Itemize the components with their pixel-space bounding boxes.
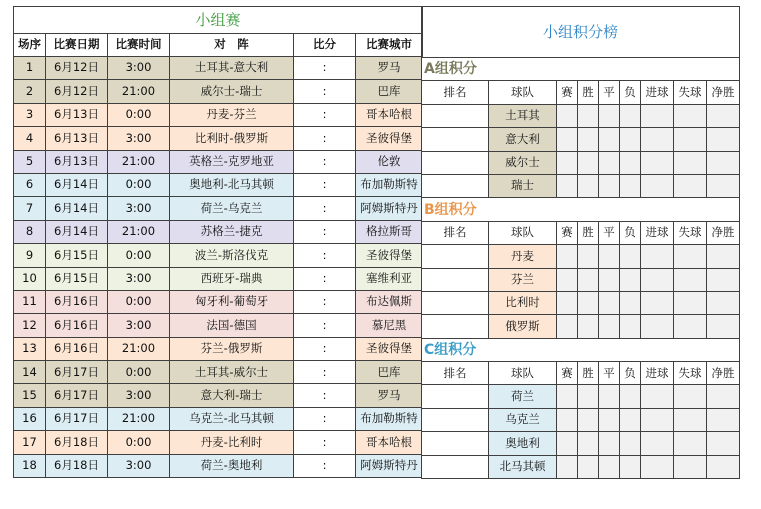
standings-header-row: [422, 221, 740, 244]
stat-cell[interactable]: [620, 385, 641, 408]
stat-cell[interactable]: [641, 128, 674, 151]
team-row: [422, 408, 740, 431]
stat-cell[interactable]: [620, 315, 641, 338]
standings-title: 小组积分榜: [422, 7, 740, 58]
team-name: 威尔士: [489, 151, 557, 174]
date-cell: 6月17日: [46, 384, 108, 407]
header-match: 对 阵: [170, 34, 294, 57]
stat-cell[interactable]: [557, 104, 578, 127]
stat-cell[interactable]: [599, 151, 620, 174]
team-row: [422, 104, 740, 127]
team-row: [422, 432, 740, 455]
match-row: [14, 267, 423, 290]
schedule-header-row: [14, 34, 423, 57]
stat-cell[interactable]: [557, 174, 578, 197]
stat-cell[interactable]: [557, 151, 578, 174]
standings-header-cell: 净胜: [707, 221, 740, 244]
match-no-cell: 17: [14, 431, 46, 454]
stat-cell[interactable]: [578, 432, 599, 455]
rank-cell[interactable]: [422, 104, 489, 127]
match-no-cell: 4: [14, 127, 46, 150]
rank-cell[interactable]: [422, 268, 489, 291]
match-cell: 威尔士-瑞士: [170, 80, 294, 103]
standings-header-cell: 排名: [422, 221, 489, 244]
city-cell: 圣彼得堡: [356, 127, 423, 150]
match-cell: 土耳其-意大利: [170, 57, 294, 80]
stat-cell[interactable]: [707, 432, 740, 455]
stat-cell[interactable]: [599, 268, 620, 291]
standings-header-cell: 排名: [422, 81, 489, 104]
team-name: 土耳其: [489, 104, 557, 127]
city-cell: 伦敦: [356, 150, 423, 173]
rank-cell[interactable]: [422, 432, 489, 455]
stat-cell[interactable]: [557, 268, 578, 291]
match-cell: 土耳其-威尔士: [170, 361, 294, 384]
match-no-cell: 6: [14, 173, 46, 196]
team-name: 奥地利: [489, 432, 557, 455]
time-cell: 21:00: [108, 150, 170, 173]
stat-cell[interactable]: [641, 104, 674, 127]
header-match-no: 场序: [14, 34, 46, 57]
time-cell: 0:00: [108, 173, 170, 196]
standings-header-cell: 胜: [578, 81, 599, 104]
header-date: 比赛日期: [46, 34, 108, 57]
match-cell: 丹麦-芬兰: [170, 103, 294, 126]
match-no-cell: 14: [14, 361, 46, 384]
stat-cell[interactable]: [641, 245, 674, 268]
city-cell: 塞维利亚: [356, 267, 423, 290]
team-name: 俄罗斯: [489, 315, 557, 338]
match-cell: 西班牙-瑞典: [170, 267, 294, 290]
team-name: 芬兰: [489, 268, 557, 291]
standings-header-cell: 进球: [641, 81, 674, 104]
time-cell: 3:00: [108, 57, 170, 80]
team-name: 北马其顿: [489, 455, 557, 478]
match-no-cell: 11: [14, 290, 46, 313]
stat-cell[interactable]: [641, 291, 674, 314]
team-name: 意大利: [489, 128, 557, 151]
team-row: [422, 455, 740, 478]
team-name: 乌克兰: [489, 408, 557, 431]
city-cell: 哥本哈根: [356, 431, 423, 454]
stat-cell[interactable]: [599, 315, 620, 338]
city-cell: 阿姆斯特丹: [356, 197, 423, 220]
standings-header-cell: 胜: [578, 221, 599, 244]
standings-header-cell: 球队: [489, 221, 557, 244]
stat-cell[interactable]: [578, 128, 599, 151]
stat-cell[interactable]: [578, 245, 599, 268]
stat-cell[interactable]: [641, 151, 674, 174]
standings-header-row: [422, 81, 740, 104]
score-cell[interactable]: :: [294, 57, 356, 80]
team-row: [422, 385, 740, 408]
match-cell: 法国-德国: [170, 314, 294, 337]
match-no-cell: 8: [14, 220, 46, 243]
group-label: A组积分: [422, 58, 740, 81]
date-cell: 6月18日: [46, 431, 108, 454]
stat-cell[interactable]: [557, 291, 578, 314]
stat-cell[interactable]: [620, 151, 641, 174]
match-no-cell: 5: [14, 150, 46, 173]
city-cell: 圣彼得堡: [356, 337, 423, 360]
match-cell: 奥地利-北马其顿: [170, 173, 294, 196]
city-cell: 慕尼黑: [356, 314, 423, 337]
match-cell: 苏格兰-捷克: [170, 220, 294, 243]
rank-cell[interactable]: [422, 151, 489, 174]
team-row: [422, 245, 740, 268]
stat-cell[interactable]: [620, 245, 641, 268]
header-city: 比赛城市: [356, 34, 423, 57]
date-cell: 6月14日: [46, 220, 108, 243]
standings-header-cell: 赛: [557, 81, 578, 104]
stat-cell[interactable]: [620, 104, 641, 127]
team-row: [422, 291, 740, 314]
match-row: [14, 290, 423, 313]
stat-cell[interactable]: [641, 408, 674, 431]
time-cell: 0:00: [108, 244, 170, 267]
city-cell: 哥本哈根: [356, 103, 423, 126]
score-cell[interactable]: :: [294, 197, 356, 220]
rank-cell[interactable]: [422, 291, 489, 314]
time-cell: 3:00: [108, 454, 170, 477]
date-cell: 6月16日: [46, 314, 108, 337]
time-cell: 0:00: [108, 103, 170, 126]
match-cell: 英格兰-克罗地亚: [170, 150, 294, 173]
match-row: [14, 197, 423, 220]
stat-cell[interactable]: [578, 104, 599, 127]
match-no-cell: 13: [14, 337, 46, 360]
standings-header-cell: 负: [620, 362, 641, 385]
stat-cell[interactable]: [707, 315, 740, 338]
team-row: [422, 315, 740, 338]
stat-cell[interactable]: [707, 104, 740, 127]
match-row: [14, 80, 423, 103]
stat-cell[interactable]: [620, 432, 641, 455]
stat-cell[interactable]: [707, 245, 740, 268]
stat-cell[interactable]: [674, 432, 707, 455]
standings-header-row: [422, 362, 740, 385]
match-no-cell: 9: [14, 244, 46, 267]
date-cell: 6月18日: [46, 454, 108, 477]
match-cell: 比利时-俄罗斯: [170, 127, 294, 150]
stat-cell[interactable]: [557, 408, 578, 431]
city-cell: 巴库: [356, 80, 423, 103]
match-cell: 芬兰-俄罗斯: [170, 337, 294, 360]
stat-cell[interactable]: [599, 385, 620, 408]
stat-cell[interactable]: [707, 291, 740, 314]
team-name: 丹麦: [489, 245, 557, 268]
city-cell: 圣彼得堡: [356, 244, 423, 267]
score-cell[interactable]: :: [294, 127, 356, 150]
standings-header-cell: 负: [620, 81, 641, 104]
group-label-row: [422, 58, 740, 81]
standings-header-cell: 进球: [641, 362, 674, 385]
stat-cell[interactable]: [707, 385, 740, 408]
stat-cell[interactable]: [599, 291, 620, 314]
match-cell: 荷兰-奥地利: [170, 454, 294, 477]
time-cell: 21:00: [108, 80, 170, 103]
stat-cell[interactable]: [707, 455, 740, 478]
score-cell[interactable]: :: [294, 244, 356, 267]
match-no-cell: 10: [14, 267, 46, 290]
group-label: C组积分: [422, 338, 740, 361]
stat-cell[interactable]: [578, 315, 599, 338]
match-row: [14, 150, 423, 173]
date-cell: 6月14日: [46, 173, 108, 196]
city-cell: 格拉斯哥: [356, 220, 423, 243]
stat-cell[interactable]: [674, 151, 707, 174]
match-row: [14, 314, 423, 337]
match-no-cell: 1: [14, 57, 46, 80]
rank-cell[interactable]: [422, 245, 489, 268]
stat-cell[interactable]: [641, 268, 674, 291]
time-cell: 0:00: [108, 290, 170, 313]
match-no-cell: 7: [14, 197, 46, 220]
score-cell[interactable]: :: [294, 220, 356, 243]
stat-cell[interactable]: [674, 315, 707, 338]
match-no-cell: 16: [14, 407, 46, 430]
standings-header-cell: 失球: [674, 362, 707, 385]
rank-cell[interactable]: [422, 174, 489, 197]
stat-cell[interactable]: [578, 151, 599, 174]
stat-cell[interactable]: [557, 245, 578, 268]
match-cell: 匈牙利-葡萄牙: [170, 290, 294, 313]
stat-cell[interactable]: [620, 174, 641, 197]
stat-cell[interactable]: [674, 408, 707, 431]
team-row: [422, 268, 740, 291]
stat-cell[interactable]: [674, 104, 707, 127]
score-cell[interactable]: :: [294, 80, 356, 103]
rank-cell[interactable]: [422, 455, 489, 478]
stat-cell[interactable]: [599, 128, 620, 151]
team-name: 荷兰: [489, 385, 557, 408]
rank-cell[interactable]: [422, 128, 489, 151]
city-cell: 罗马: [356, 57, 423, 80]
match-cell: 意大利-瑞士: [170, 384, 294, 407]
standings-header-cell: 赛: [557, 362, 578, 385]
stat-cell[interactable]: [674, 128, 707, 151]
stat-cell[interactable]: [674, 455, 707, 478]
score-cell[interactable]: :: [294, 267, 356, 290]
score-cell[interactable]: :: [294, 361, 356, 384]
match-row: [14, 127, 423, 150]
date-cell: 6月15日: [46, 244, 108, 267]
stat-cell[interactable]: [557, 385, 578, 408]
time-cell: 3:00: [108, 384, 170, 407]
standings-header-cell: 负: [620, 221, 641, 244]
match-row: [14, 173, 423, 196]
team-name: 瑞士: [489, 174, 557, 197]
stat-cell[interactable]: [707, 268, 740, 291]
standings-header-cell: 胜: [578, 362, 599, 385]
standings-header-cell: 平: [599, 81, 620, 104]
match-no-cell: 2: [14, 80, 46, 103]
stat-cell[interactable]: [620, 128, 641, 151]
standings-header-cell: 球队: [489, 81, 557, 104]
stat-cell[interactable]: [599, 455, 620, 478]
match-cell: 乌克兰-北马其顿: [170, 407, 294, 430]
score-cell[interactable]: :: [294, 384, 356, 407]
stat-cell[interactable]: [641, 174, 674, 197]
score-cell[interactable]: :: [294, 150, 356, 173]
match-schedule-table: [13, 6, 423, 478]
city-cell: 罗马: [356, 384, 423, 407]
stat-cell[interactable]: [599, 408, 620, 431]
score-cell[interactable]: :: [294, 431, 356, 454]
match-row: [14, 361, 423, 384]
date-cell: 6月16日: [46, 290, 108, 313]
match-row: [14, 220, 423, 243]
stat-cell[interactable]: [578, 455, 599, 478]
score-cell[interactable]: :: [294, 407, 356, 430]
match-row: [14, 103, 423, 126]
standings-header-cell: 进球: [641, 221, 674, 244]
date-cell: 6月13日: [46, 127, 108, 150]
date-cell: 6月12日: [46, 80, 108, 103]
group-standings-table: [421, 6, 740, 479]
stat-cell[interactable]: [578, 268, 599, 291]
team-row: [422, 174, 740, 197]
rank-cell[interactable]: [422, 408, 489, 431]
header-score: 比分: [294, 34, 356, 57]
stat-cell[interactable]: [641, 385, 674, 408]
rank-cell[interactable]: [422, 385, 489, 408]
match-row: [14, 337, 423, 360]
header-time: 比赛时间: [108, 34, 170, 57]
stat-cell[interactable]: [599, 104, 620, 127]
stat-cell[interactable]: [599, 174, 620, 197]
stat-cell[interactable]: [557, 315, 578, 338]
stat-cell[interactable]: [641, 432, 674, 455]
stat-cell[interactable]: [674, 291, 707, 314]
time-cell: 3:00: [108, 314, 170, 337]
stat-cell[interactable]: [578, 408, 599, 431]
standings-header-cell: 赛: [557, 221, 578, 244]
score-cell[interactable]: :: [294, 337, 356, 360]
team-row: [422, 128, 740, 151]
stat-cell[interactable]: [620, 268, 641, 291]
stat-cell[interactable]: [620, 455, 641, 478]
city-cell: 阿姆斯特丹: [356, 454, 423, 477]
standings-header-cell: 失球: [674, 81, 707, 104]
time-cell: 21:00: [108, 337, 170, 360]
group-label-row: [422, 198, 740, 221]
stat-cell[interactable]: [674, 245, 707, 268]
date-cell: 6月12日: [46, 57, 108, 80]
team-row: [422, 151, 740, 174]
stat-cell[interactable]: [707, 174, 740, 197]
match-cell: 丹麦-比利时: [170, 431, 294, 454]
date-cell: 6月17日: [46, 361, 108, 384]
match-no-cell: 15: [14, 384, 46, 407]
standings-header-cell: 排名: [422, 362, 489, 385]
date-cell: 6月15日: [46, 267, 108, 290]
stat-cell[interactable]: [707, 151, 740, 174]
match-row: [14, 57, 423, 80]
score-cell[interactable]: :: [294, 314, 356, 337]
score-cell[interactable]: :: [294, 290, 356, 313]
standings-header-cell: 球队: [489, 362, 557, 385]
score-cell[interactable]: :: [294, 173, 356, 196]
stat-cell[interactable]: [707, 128, 740, 151]
match-row: [14, 384, 423, 407]
stat-cell[interactable]: [620, 408, 641, 431]
stat-cell[interactable]: [641, 315, 674, 338]
match-cell: 荷兰-乌克兰: [170, 197, 294, 220]
date-cell: 6月13日: [46, 103, 108, 126]
match-row: [14, 244, 423, 267]
stat-cell[interactable]: [620, 291, 641, 314]
rank-cell[interactable]: [422, 315, 489, 338]
city-cell: 布加勒斯特: [356, 173, 423, 196]
standings-header-cell: 平: [599, 362, 620, 385]
date-cell: 6月17日: [46, 407, 108, 430]
match-no-cell: 18: [14, 454, 46, 477]
time-cell: 0:00: [108, 431, 170, 454]
stat-cell[interactable]: [557, 455, 578, 478]
match-cell: 波兰-斯洛伐克: [170, 244, 294, 267]
team-name: 比利时: [489, 291, 557, 314]
schedule-title: 小组赛: [14, 7, 423, 34]
stat-cell[interactable]: [557, 432, 578, 455]
match-row: [14, 407, 423, 430]
score-cell[interactable]: :: [294, 103, 356, 126]
stat-cell[interactable]: [557, 128, 578, 151]
group-label-row: [422, 338, 740, 361]
stat-cell[interactable]: [599, 245, 620, 268]
stat-cell[interactable]: [578, 291, 599, 314]
city-cell: 巴库: [356, 361, 423, 384]
stat-cell[interactable]: [578, 174, 599, 197]
match-row: [14, 431, 423, 454]
group-label: B组积分: [422, 198, 740, 221]
time-cell: 21:00: [108, 407, 170, 430]
match-no-cell: 3: [14, 103, 46, 126]
time-cell: 21:00: [108, 220, 170, 243]
standings-header-cell: 平: [599, 221, 620, 244]
standings-header-cell: 净胜: [707, 81, 740, 104]
match-no-cell: 12: [14, 314, 46, 337]
standings-header-cell: 净胜: [707, 362, 740, 385]
city-cell: 布达佩斯: [356, 290, 423, 313]
score-cell[interactable]: :: [294, 454, 356, 477]
city-cell: 布加勒斯特: [356, 407, 423, 430]
stat-cell[interactable]: [641, 455, 674, 478]
time-cell: 0:00: [108, 361, 170, 384]
stat-cell[interactable]: [707, 408, 740, 431]
date-cell: 6月13日: [46, 150, 108, 173]
date-cell: 6月16日: [46, 337, 108, 360]
stat-cell[interactable]: [674, 174, 707, 197]
time-cell: 3:00: [108, 127, 170, 150]
stat-cell[interactable]: [578, 385, 599, 408]
standings-header-cell: 失球: [674, 221, 707, 244]
time-cell: 3:00: [108, 197, 170, 220]
time-cell: 3:00: [108, 267, 170, 290]
stat-cell[interactable]: [599, 432, 620, 455]
match-row: [14, 454, 423, 477]
date-cell: 6月14日: [46, 197, 108, 220]
stat-cell[interactable]: [674, 385, 707, 408]
stat-cell[interactable]: [674, 268, 707, 291]
